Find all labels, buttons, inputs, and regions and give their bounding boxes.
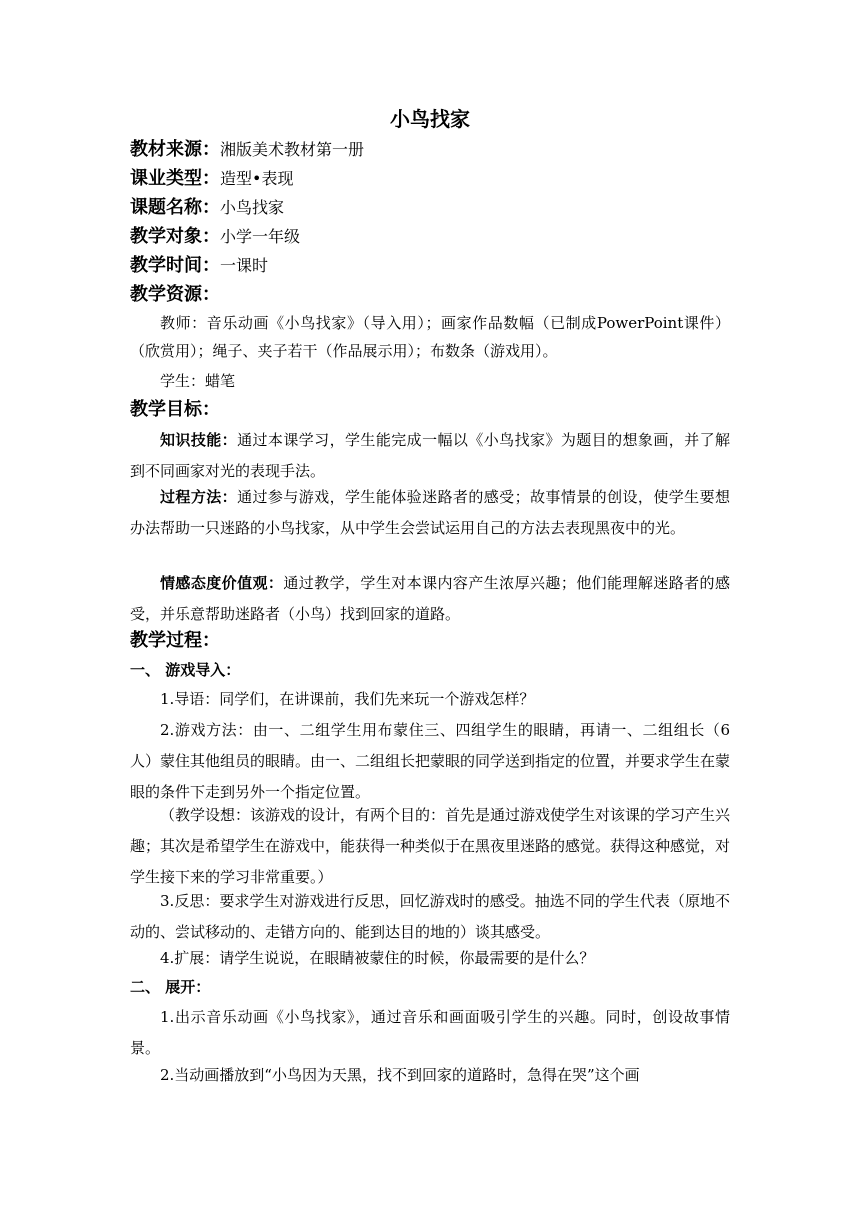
section-1-method: 2.游戏方法：由一、二组学生用布蒙住三、四组学生的眼睛，再请一、二组组长（6人）蒙住其他组员的眼睛。由一、二组组长把蒙眼的同学送到指定的位置，并要求学生在蒙眼的条件下走到另外一个指定位置。 [130,721,731,801]
meta-value: 一课时 [220,256,269,275]
process-heading: 教学过程： [130,630,220,651]
meta-label: 课题名称： [130,197,220,218]
meta-value: 湘版美术教材第一册 [220,140,365,159]
document-title: 小鸟找家 [390,107,470,131]
meta-value: 造型•表现 [220,169,294,188]
meta-label: 教材来源： [130,139,220,160]
section-1-reflection: 3.反思：要求学生对游戏进行反思，回忆游戏时的感受。抽选不同的学生代表（原地不动的、尝试移动的、走错方向的、能到达目的地的）谈其感受。 [130,892,730,941]
goal-text: 通过教学，学生对本课内容产生浓厚兴趣；他们能理解迷路者的感受，并乐意帮助迷路者（小鸟）找到回家的道路。 [130,574,730,623]
meta-value: 小学一年级 [220,227,301,246]
goal-text: 通过本课学习，学生能完成一幅以《小鸟找家》为题目的想象画，并了解到不同画家对光的表现手法。 [130,431,730,480]
meta-value: 小鸟找家 [220,198,285,217]
meta-topic [130,194,284,222]
goal-attitude [130,568,730,630]
resources-heading: 教学资源： [130,284,220,305]
goal-text: 通过参与游戏，学生能体验迷路者的感受；故事情景的创设，使学生要想办法帮助一只迷路的小鸟找家，从中学生会尝试运用自己的方法去表现黑夜中的光。 [130,488,730,537]
section-2-animation: 1.出示音乐动画《小鸟找家》，通过音乐和画面吸引学生的兴趣。同时，创设故事情景。 [130,1008,730,1057]
goal-process [130,482,730,544]
section-1-intro: 1.导语：同学们，在讲课前，我们先来玩一个游戏怎样？ [160,690,535,708]
meta-type [130,165,293,193]
section-2-title: 二、 展开： [130,978,211,996]
goal-label: 过程方法： [160,488,238,506]
goals-heading: 教学目标： [130,399,220,420]
meta-source [130,136,364,164]
resources-teacher: 教师：音乐动画《小鸟找家》（导入用）；画家作品数幅（已制成PowerPoint课件）（欣赏用）；绳子、夹子若干（作品展示用）；布数条（游戏用）。 [130,314,730,360]
goal-knowledge [130,425,730,487]
meta-label: 教学时间： [130,255,220,276]
meta-label: 教学对象： [130,226,220,247]
meta-label: 课业类型： [130,168,220,189]
section-2-scene: 2.当动画播放到“小鸟因为天黑，找不到回家的道路时，急得在哭”这个画 [160,1066,640,1084]
resources-student: 学生：蜡笔 [160,372,236,390]
goal-label: 知识技能： [160,431,238,449]
meta-time [130,252,268,280]
section-1-extension: 4.扩展：请学生说说，在眼睛被蒙住的时候，你最需要的是什么？ [160,949,595,967]
goal-label: 情感态度价值观： [160,574,284,592]
section-1-design-note: （教学设想：该游戏的设计，有两个目的：首先是通过游戏使学生对该课的学习产生兴趣；其次是希望学生在游戏中，能获得一种类似于在黑夜里迷路的感觉。获得这种感觉，对学生接下来的学习非常重要。） [130,806,731,886]
section-1-title: 一、 游戏导入： [130,661,241,679]
meta-audience [130,223,300,251]
